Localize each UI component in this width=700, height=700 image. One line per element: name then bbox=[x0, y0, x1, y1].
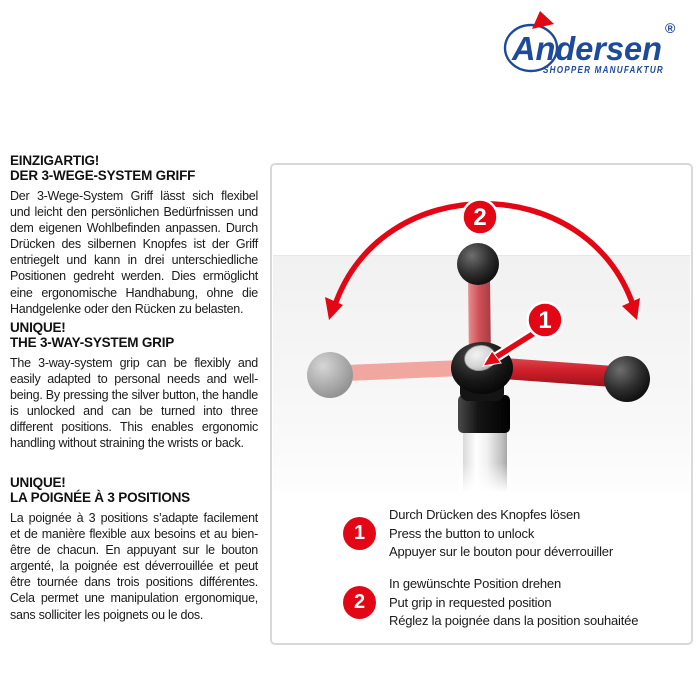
section-german-heading bbox=[10, 153, 258, 183]
callout-1-number: 1 bbox=[538, 307, 552, 334]
section-english-body: The 3-way-system grip can be flexibly and easily adapted to personal needs and well-being. By pressing the silver button, the handle is unlocked and can be turned into three different positions. This enables ergonomic handling without straining the wrists or back. bbox=[10, 356, 258, 451]
logo-tagline: SHOPPER MANUFAKTUR bbox=[543, 65, 664, 76]
step-2-line-de: In gewünschte Position drehen bbox=[389, 576, 561, 591]
section-french-heading bbox=[10, 475, 258, 505]
section-french-body: La poignée à 3 positions s’adapte facilement et de manière flexible aux besoins et au bien-être de chacun. En appuyant sur le bouton argenté, la poignée est déverrouillée et peut être tournée dans trois positions différentes. Cela permet une manipulation ergonomique, sans solliciter les poignets ou le dos. bbox=[10, 511, 258, 622]
step-2-line-fr: Réglez la poignée dans la position souhaitée bbox=[389, 613, 639, 628]
heading-line: UNIQUE! bbox=[10, 320, 66, 335]
pole-fade bbox=[459, 463, 511, 492]
grip-ball-top bbox=[457, 243, 499, 285]
heading-line: UNIQUE! bbox=[10, 475, 66, 490]
step-2-badge: 2 bbox=[343, 586, 376, 619]
grip-arm-right bbox=[497, 368, 620, 377]
heading-line: THE 3-WAY-SYSTEM GRIP bbox=[10, 335, 175, 350]
step-1-line-fr: Appuyer sur le bouton pour déverrouiller bbox=[389, 544, 613, 559]
grip-arm-ghost bbox=[346, 368, 462, 373]
heading-line: EINZIGARTIG! bbox=[10, 153, 100, 168]
instruction-panel bbox=[270, 163, 693, 645]
brand-logo bbox=[503, 6, 695, 80]
step-1-badge: 1 bbox=[343, 517, 376, 550]
section-french bbox=[10, 475, 258, 623]
brand-logo-graphic bbox=[503, 6, 695, 80]
step-1 bbox=[343, 506, 613, 562]
section-german bbox=[10, 153, 258, 317]
step-1-line-en: Press the button to unlock bbox=[389, 525, 535, 541]
step-1-line-de: Durch Drücken des Knopfes lösen bbox=[389, 507, 581, 522]
logo-brand-text: Andersen bbox=[511, 30, 662, 67]
grip-ball-right bbox=[604, 356, 650, 402]
heading-line: LA POIGNÉE À 3 POSITIONS bbox=[10, 490, 190, 505]
grip-illustration bbox=[272, 165, 691, 492]
logo-flag-icon bbox=[532, 11, 554, 29]
section-english-heading bbox=[10, 320, 258, 350]
grip-ball-ghost bbox=[307, 352, 353, 398]
callout-2-number: 2 bbox=[473, 204, 487, 231]
step-1-text bbox=[389, 506, 613, 562]
step-2 bbox=[343, 575, 638, 631]
step-2-line-en: Put grip in requested position bbox=[389, 594, 552, 610]
logo-registered-mark: ® bbox=[665, 20, 676, 36]
section-german-body: Der 3-Wege-System Griff lässt sich flexibel und leicht den persönlichen Bedürfnissen und dem eigenen Wohlbefinden anpassen. Durch Drücken des silbernen Knopfes ist der Griff entriegelt und kann in drei unterschiedliche Positionen gedreht werden. Dies ermöglicht eine ergonomische Handhabung, ohne die Handgelenke oder den Rücken zu belasten. bbox=[10, 189, 258, 316]
step-2-text bbox=[389, 575, 638, 631]
heading-line: DER 3-WEGE-SYSTEM GRIFF bbox=[10, 168, 196, 183]
section-english bbox=[10, 320, 258, 452]
